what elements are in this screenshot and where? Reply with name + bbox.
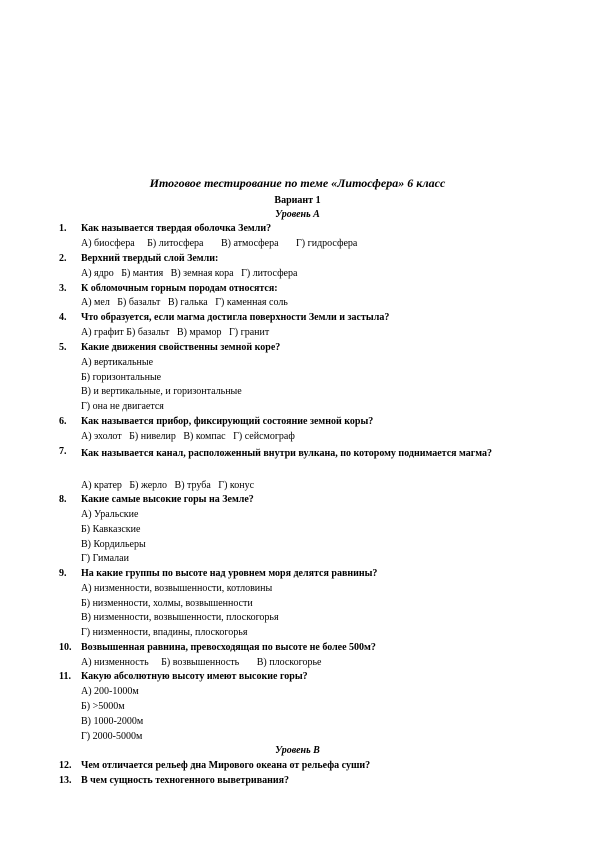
question-8 (59, 494, 254, 505)
answer-option: А) ядро Б) мантия В) земная кора Г) литосфера (81, 268, 298, 279)
answer-option: Б) низменности, холмы, возвышенности (81, 598, 253, 609)
question-text: На какие группы по высоте над уровнем моря делятся равнины? (81, 568, 378, 579)
answer-option: А) Уральские (81, 509, 139, 520)
question-number: 8. (59, 494, 67, 505)
answer-option: В) и вертикальные, и горизонтальные (81, 386, 242, 397)
question-text: Как называется прибор, фиксирующий состояние земной коры? (81, 416, 374, 427)
question-number: 1. (59, 223, 67, 234)
answer-option: А) вертикальные (81, 357, 154, 368)
question-number: 12. (59, 760, 72, 771)
answer-option: Г) низменности, впадины, плоскогорья (81, 627, 248, 638)
document-title: Итоговое тестирование по теме «Литосфера» 6 класс (149, 176, 446, 190)
question-11 (59, 671, 308, 682)
question-9 (59, 568, 377, 579)
answer-option: В) 1000-2000м (81, 716, 144, 727)
answer-option: А) графит Б) базальт В) мрамор Г) гранит (81, 327, 270, 338)
question-3 (59, 283, 278, 294)
answer-option: Б) горизонтальные (81, 372, 162, 383)
question-text: Как называется твердая оболочка Земли? (81, 223, 272, 234)
question-10 (59, 642, 376, 653)
answer-option: А) низменность Б) возвышенность В) плоскогорье (81, 657, 322, 668)
question-number: 6. (59, 416, 67, 427)
question-number: 2. (59, 253, 67, 264)
question-number: 11. (59, 671, 71, 682)
question-1 (59, 223, 271, 234)
question-number: 5. (59, 342, 67, 353)
question-12 (59, 760, 370, 771)
answer-option: Г) она не двигается (81, 401, 164, 412)
answer-option: А) кратер Б) жерло В) труба Г) конус (81, 480, 255, 491)
question-6 (59, 416, 373, 427)
answer-option: А) биосфера Б) литосфера В) атмосфера Г) гидросфера (81, 238, 358, 249)
answer-option: А) мел Б) базальт В) галька Г) каменная соль (81, 297, 288, 308)
answer-option: Б) >5000м (81, 701, 125, 712)
variant-label: Вариант 1 (274, 195, 321, 206)
answer-option: В) Кордильеры (81, 539, 146, 550)
question-text: К обломочным горным породам относятся: (81, 283, 278, 294)
answer-option: Г) 2000-5000м (81, 731, 143, 742)
question-text: Чем отличается рельеф дна Мирового океана от рельефа суши? (81, 760, 371, 771)
level-a-heading: Уровень А (275, 209, 320, 220)
question-number: 4. (59, 312, 67, 323)
question-text: Какую абсолютную высоту имеют высокие горы? (81, 671, 308, 682)
question-text: В чем сущность техногенного выветривания? (81, 775, 290, 786)
question-text: Верхний твердый слой Земли: (81, 253, 219, 264)
question-7 (59, 446, 534, 478)
question-text: Какие движения свойственны земной коре? (81, 342, 281, 353)
question-text: Возвышенная равнина, превосходящая по высоте не более 500м? (81, 642, 376, 653)
answer-option: А) 200-1000м (81, 686, 139, 697)
answer-option: В) низменности, возвышенности, плоскогорья (81, 612, 279, 623)
question-text: Как называется канал, расположенный внутри вулкана, по которому поднимается магма? (81, 448, 492, 459)
answer-option: А) низменности, возвышенности, котловины (81, 583, 273, 594)
answer-option: Г) Гималаи (81, 553, 129, 564)
question-text: Что образуется, если магма достигла поверхности Земли и застыла? (81, 312, 390, 323)
question-text: Какие самые высокие горы на Земле? (81, 494, 254, 505)
answer-option: Б) Кавказские (81, 524, 141, 535)
question-number: 3. (59, 283, 67, 294)
question-number: 7. (59, 446, 67, 457)
question-number: 10. (59, 642, 72, 653)
question-5 (59, 342, 280, 353)
question-2 (59, 253, 218, 264)
answer-option: А) эхолот Б) нивелир В) компас Г) сейсмограф (81, 431, 295, 442)
question-13 (59, 775, 289, 786)
question-number: 13. (59, 775, 72, 786)
question-4 (59, 312, 389, 323)
level-b-heading: Уровень В (275, 745, 320, 756)
question-number: 9. (59, 568, 67, 579)
